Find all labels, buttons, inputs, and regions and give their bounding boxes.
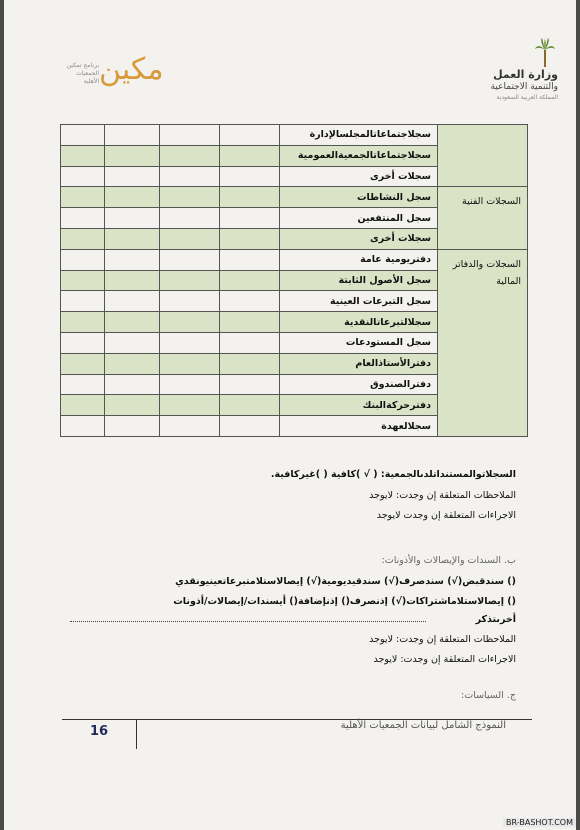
empty-cell <box>61 395 105 416</box>
ministry-name-line2: والتنمية الاجتماعية <box>490 82 558 92</box>
record-label-cell: سجلات أخرى <box>280 228 438 249</box>
footer-title: النموذج الشامل لبيانات الجمعيات الأهلية <box>340 720 506 731</box>
table-row <box>61 125 528 146</box>
ministry-logo <box>490 38 562 102</box>
section-a-actions: الاجراءات المتعلقة إن وجدت لايوجد <box>376 510 516 521</box>
empty-cell <box>160 353 220 374</box>
empty-cell <box>61 228 105 249</box>
record-label-cell: سجلالتبرعاتالنقدية <box>280 312 438 333</box>
empty-cell <box>105 166 160 187</box>
empty-cell <box>160 374 220 395</box>
empty-cell <box>220 312 280 333</box>
empty-cell <box>220 125 280 146</box>
section-b-actions: الاجراءات المتعلقة إن وجدت: لايوجد <box>373 654 516 665</box>
empty-cell <box>61 187 105 208</box>
empty-cell <box>160 249 220 270</box>
watermark: BR-BASHOT.COM <box>503 818 576 827</box>
left-logo-caption: برنامج تمكين الجمعيات الأهلية <box>66 62 99 85</box>
empty-cell <box>220 145 280 166</box>
empty-cell <box>105 374 160 395</box>
record-label-cell: سجل النشاطات <box>280 187 438 208</box>
record-label-cell: سجلات أخرى <box>280 166 438 187</box>
empty-cell <box>220 187 280 208</box>
empty-cell <box>61 332 105 353</box>
empty-cell <box>105 125 160 146</box>
empty-cell <box>105 145 160 166</box>
empty-cell <box>105 416 160 437</box>
record-label-cell: سجلاجتماعاتالجمعيةالعمومية <box>280 145 438 166</box>
empty-cell <box>220 249 280 270</box>
empty-cell <box>160 395 220 416</box>
empty-cell <box>160 208 220 229</box>
section-b-notes: الملاحظات المتعلقة إن وجدت: لايوجد <box>369 634 516 645</box>
record-label-cell: سجل المنتفعين <box>280 208 438 229</box>
record-label-cell: سجل التبرعات العينية <box>280 291 438 312</box>
document-page <box>4 0 576 830</box>
empty-cell <box>160 166 220 187</box>
empty-cell <box>61 166 105 187</box>
empty-cell <box>160 416 220 437</box>
page-number: 16 <box>62 719 137 749</box>
empty-cell <box>220 353 280 374</box>
palm-tree-icon <box>534 38 556 68</box>
empty-cell <box>61 208 105 229</box>
record-label-cell: دفترحركةالبنك <box>280 395 438 416</box>
empty-cell <box>105 208 160 229</box>
empty-cell <box>220 395 280 416</box>
empty-cell <box>160 145 220 166</box>
category-cell <box>438 125 528 187</box>
record-label-cell: دفتريومية عامة <box>280 249 438 270</box>
left-logo <box>59 50 164 96</box>
other-dotted-line <box>70 620 426 622</box>
category-cell: السجلات الفنية <box>438 187 528 249</box>
empty-cell <box>220 332 280 353</box>
ministry-name-line1: وزارة العمل <box>493 68 558 81</box>
empty-cell <box>160 125 220 146</box>
empty-cell <box>61 291 105 312</box>
empty-cell <box>160 270 220 291</box>
empty-cell <box>160 291 220 312</box>
left-logo-mark: مكين <box>99 52 164 87</box>
table-row <box>61 249 528 270</box>
ministry-name-line3: المملكة العربية السعودية <box>496 94 558 101</box>
record-label-cell: دفترالأستاذالعام <box>280 353 438 374</box>
record-label-cell: سجلالعهدة <box>280 416 438 437</box>
empty-cell <box>61 145 105 166</box>
empty-cell <box>105 187 160 208</box>
empty-cell <box>105 353 160 374</box>
empty-cell <box>220 208 280 229</box>
empty-cell <box>61 312 105 333</box>
record-label-cell: دفترالصندوق <box>280 374 438 395</box>
empty-cell <box>105 228 160 249</box>
section-a-notes: الملاحظات المتعلقة إن وجدت: لايوجد <box>369 490 516 501</box>
empty-cell <box>105 249 160 270</box>
empty-cell <box>61 353 105 374</box>
empty-cell <box>220 416 280 437</box>
empty-cell <box>220 270 280 291</box>
empty-cell <box>105 395 160 416</box>
records-adequacy-line: السجلاتوالمستنداتلدىالجمعية: ( √ )كافية ( )غيركافية. <box>270 469 516 480</box>
empty-cell <box>61 374 105 395</box>
empty-cell <box>160 187 220 208</box>
empty-cell <box>160 332 220 353</box>
empty-cell <box>220 228 280 249</box>
records-table <box>60 124 528 437</box>
section-b-line2: () إيصالاستلاماشتراكات(√) إذنصرف() إذنإضافة() أيسندات/إيصالات/أذونات <box>173 596 516 607</box>
empty-cell <box>220 291 280 312</box>
empty-cell <box>105 270 160 291</box>
empty-cell <box>220 374 280 395</box>
record-label-cell: سجل المستودعات <box>280 332 438 353</box>
category-cell: السجلات والدفاتر المالية <box>438 249 528 436</box>
section-b-line1: () سندقبض(√) سندصرف(√) سندقيديومية(√) إيصالاستلامتبرعاتعينيونقدي <box>175 576 516 587</box>
empty-cell <box>61 249 105 270</box>
empty-cell <box>61 125 105 146</box>
empty-cell <box>105 312 160 333</box>
record-label-cell: سجلاجتماعاتالمجلسالإدارة <box>280 125 438 146</box>
record-label-cell: سجل الأصول الثابتة <box>280 270 438 291</box>
section-b-other: أخرىتذكر <box>475 614 516 625</box>
empty-cell <box>220 166 280 187</box>
section-c-title: ج. السياسات: <box>461 690 516 701</box>
empty-cell <box>160 312 220 333</box>
empty-cell <box>105 291 160 312</box>
empty-cell <box>61 416 105 437</box>
empty-cell <box>61 270 105 291</box>
section-b-title: ب. السندات والإيصالات والأذونات: <box>381 555 516 566</box>
empty-cell <box>160 228 220 249</box>
empty-cell <box>105 332 160 353</box>
table-row <box>61 187 528 208</box>
